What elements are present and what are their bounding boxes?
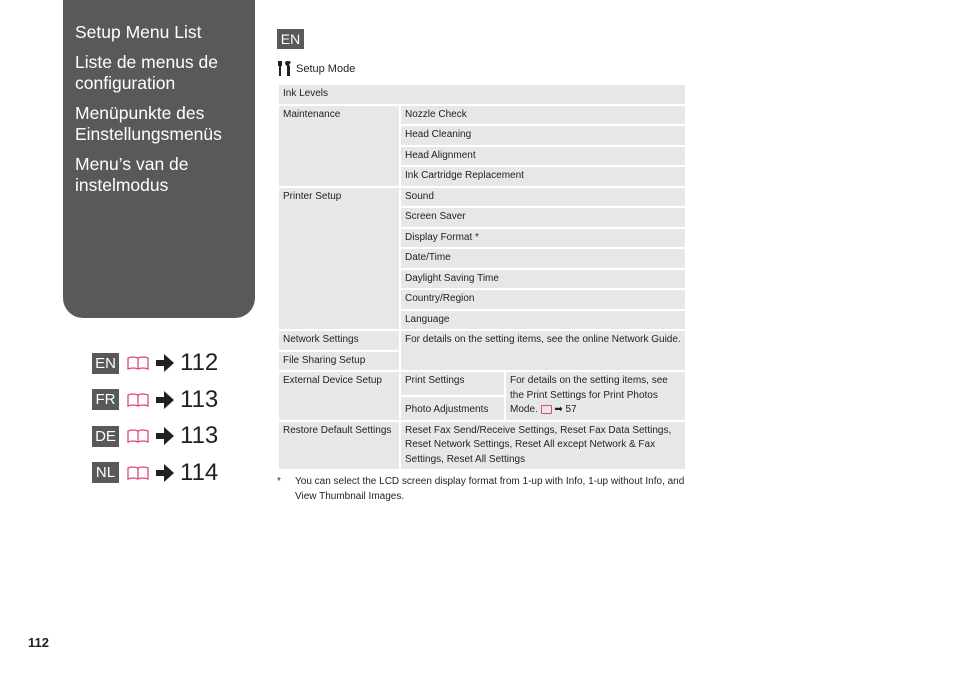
sidebar-title-fr: Liste de menus de configuration	[75, 52, 219, 93]
table-cell: Restore Default Settings	[278, 421, 400, 471]
arrow-right-icon	[155, 389, 175, 411]
table-row	[278, 371, 686, 396]
table-cell: Network Settings	[278, 330, 400, 351]
lang-badge: DE	[92, 426, 119, 447]
table-cell: File Sharing Setup	[278, 351, 400, 372]
footnote-text: You can select the LCD screen display format from 1-up with Info, 1-up without Info, and View Thumbnail Images.	[295, 476, 685, 502]
table-cell: Printer Setup	[278, 187, 400, 331]
footnote-mark: *	[277, 476, 281, 487]
sidebar-title-nl: Menu’s van de instelmodus	[75, 154, 189, 195]
lang-badge-en: EN	[277, 29, 304, 49]
table-cell: Sound	[400, 187, 686, 208]
table-cell: Language	[400, 310, 686, 331]
book-icon	[127, 465, 149, 481]
table-cell: Photo Adjustments	[400, 396, 505, 421]
print-details-page[interactable]: 57	[565, 404, 577, 415]
table-row	[278, 330, 686, 351]
arrow-right-icon	[155, 352, 175, 374]
table-cell: External Device Setup	[278, 371, 400, 421]
setup-menu-table	[277, 83, 687, 471]
table-cell: Display Format *	[400, 228, 686, 249]
table-cell: Nozzle Check	[400, 105, 686, 126]
table-cell: Print Settings	[400, 371, 505, 396]
print-details-text: For details on the setting items, see the Print Settings for Print Photos Mode.	[510, 375, 668, 415]
page-references	[92, 345, 218, 491]
main-content	[277, 29, 685, 504]
page-number: 112	[28, 635, 49, 650]
table-cell: Maintenance	[278, 105, 400, 187]
book-icon	[541, 405, 552, 414]
ref-row-nl[interactable]	[92, 455, 218, 492]
ref-row-fr[interactable]	[92, 382, 218, 419]
arrow-right-icon	[155, 462, 175, 484]
table-cell: Ink Cartridge Replacement	[400, 166, 686, 187]
lang-badge: NL	[92, 462, 119, 483]
table-cell: Daylight Saving Time	[400, 269, 686, 290]
footnote	[277, 475, 685, 504]
book-icon	[127, 355, 149, 371]
ref-page-number: 113	[180, 385, 219, 413]
sidebar-title-en: Setup Menu List	[75, 22, 202, 42]
table-cell: Head Cleaning	[400, 125, 686, 146]
table-row	[278, 187, 686, 208]
table-cell: For details on the setting items, see the online Network Guide.	[400, 330, 686, 371]
lang-badge: FR	[92, 389, 119, 410]
ref-page-number: 112	[180, 349, 219, 377]
book-icon	[127, 428, 149, 444]
table-cell: Country/Region	[400, 289, 686, 310]
ref-row-en[interactable]	[92, 345, 218, 382]
arrow-right-icon	[155, 425, 175, 447]
table-cell: Reset Fax Send/Receive Settings, Reset Fax Data Settings, Reset Network Settings, Reset All except Network & Fax Settings, Reset All Settings	[400, 421, 686, 471]
arrow-right-icon: ➡	[554, 404, 563, 415]
table-cell: Head Alignment	[400, 146, 686, 167]
table-cell	[505, 371, 686, 421]
sidebar-panel	[63, 0, 255, 318]
mode-title: Setup Mode	[296, 62, 356, 75]
sidebar-title-de: Menüpunkte des Einstellungsmenüs	[75, 103, 222, 144]
section-heading	[277, 60, 685, 77]
book-icon	[127, 392, 149, 408]
table-row	[278, 105, 686, 126]
table-row	[278, 84, 686, 105]
table-cell: Screen Saver	[400, 207, 686, 228]
ref-page-number: 114	[180, 458, 219, 486]
table-cell: Date/Time	[400, 248, 686, 269]
ref-page-number: 113	[180, 422, 219, 450]
table-row	[278, 421, 686, 471]
ref-row-de[interactable]	[92, 418, 218, 455]
lang-badge: EN	[92, 353, 119, 374]
setup-tools-icon	[277, 60, 292, 77]
table-cell: Ink Levels	[278, 84, 686, 105]
